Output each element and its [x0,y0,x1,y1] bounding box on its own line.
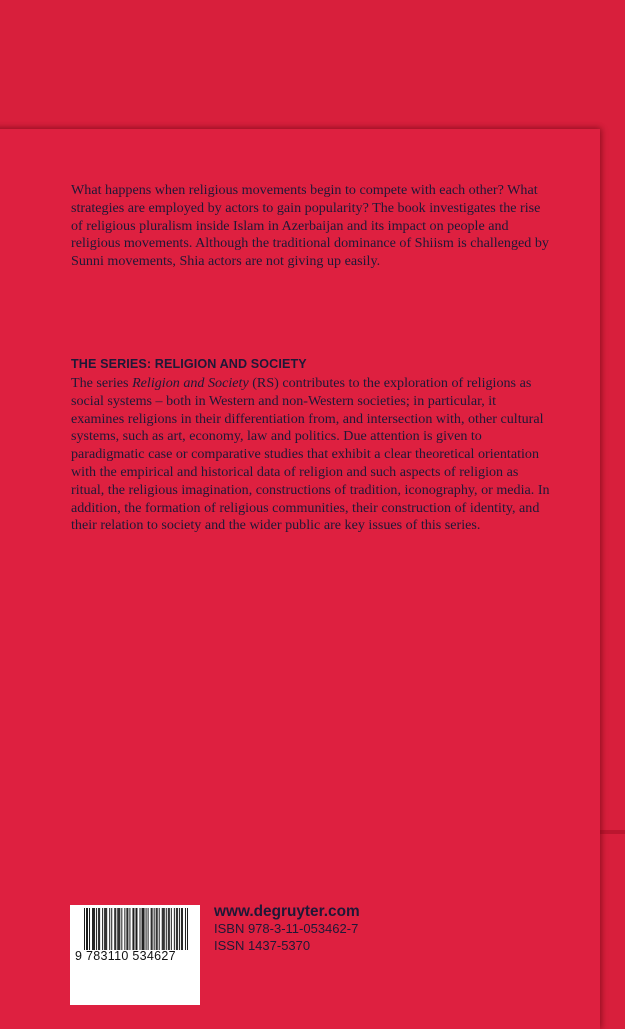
barcode-bar [109,908,110,950]
barcode-bar [106,908,107,950]
barcode-bar [148,908,149,950]
barcode-bar [137,908,138,950]
barcode-digits: 9 783110 534627 [75,949,176,963]
barcode-bar [136,908,137,950]
barcode-bar [87,908,88,950]
barcode-bar [94,908,95,950]
barcode-bar [129,908,130,950]
panel-notch [600,830,625,834]
barcode-bar [151,908,152,950]
series-title-italic: Religion and Society [132,375,249,391]
publisher-url[interactable]: www.degruyter.com [214,903,360,920]
barcode-bar [143,908,144,950]
barcode-bar [99,908,100,950]
barcode-bar [84,908,85,950]
isbn: ISBN 978-3-11-053462-7 [214,921,359,936]
barcode-bar [156,908,157,950]
barcode-bar [182,908,183,950]
barcode-bar [111,908,112,950]
barcode-bar [185,908,186,950]
barcode-bar [117,908,118,950]
barcode-bar [86,908,87,950]
barcode-bar [121,908,122,950]
barcode-bar [96,908,97,950]
barcode-bar [164,908,165,950]
barcode-bar [163,908,164,950]
barcode-bars [84,908,188,950]
barcode-bar [104,908,105,950]
barcode-bar [142,908,143,950]
book-description: What happens when religious movements begin to compete with each other? What strategies are employed by actors to gain popularity? The book investigates the rise of religious pluralism inside Islam in Azerbaijan and its impact on people and religious movements. Although the traditional dominance of Shiism is challenged by Sunni movements, Shia actors are not giving up easily. [71,182,549,270]
barcode-bar [187,908,188,950]
barcode-bar [152,908,153,950]
barcode-bar [166,908,167,950]
barcode-bar [157,908,158,950]
series-heading: THE SERIES: RELIGION AND SOCIETY [71,357,307,371]
barcode-bar [92,908,93,950]
barcode-bar [159,908,160,950]
barcode-bar [174,908,175,950]
barcode-bar [146,908,147,950]
barcode-bar [126,908,127,950]
barcode-bar [154,908,155,950]
barcode-bar [93,908,94,950]
barcode-bar [118,908,119,950]
series-text-after: (RS) contributes to the exploration of religions as social systems – both in Western and non-Western societies; in particular, it examines religions in their differentiation from, and intersection with, other cultural systems, such as art, economy, law and politics. Due attention is given to paradigmatic case or comparative studies that exhibit a clear theoretical orientation with the empirical and historical data of religion and such aspects of religion as ritual, the religious imagination, constructions of tradition, iconography, or media. In addition, the formation of religious communities, their construction of identity, and their relation to society and the wider public are key issues of this series. [71,375,550,534]
issn: ISSN 1437-5370 [214,937,311,953]
barcode-bar [140,908,141,950]
series-description [71,375,551,535]
barcode-bar [102,908,103,950]
series-text-before: The series [71,375,133,391]
barcode-bar [176,908,177,950]
barcode-bar [168,908,169,950]
barcode-bar [144,908,145,950]
barcode-bar [124,908,125,950]
barcode-bar [119,908,120,950]
barcode-bar [181,908,182,950]
barcode-bar [114,908,115,950]
barcode-bar [179,908,180,950]
barcode [70,905,200,1005]
barcode-bar [89,908,90,950]
barcode-bar [105,908,106,950]
barcode-bar [115,908,116,950]
barcode-bar [169,908,170,950]
barcode-bar [177,908,178,950]
publisher-info [214,903,360,954]
barcode-bar [171,908,172,950]
barcode-bar [127,908,128,950]
barcode-bar [98,908,99,950]
barcode-bar [133,908,134,950]
barcode-bar [162,908,163,950]
barcode-bar [132,908,133,950]
